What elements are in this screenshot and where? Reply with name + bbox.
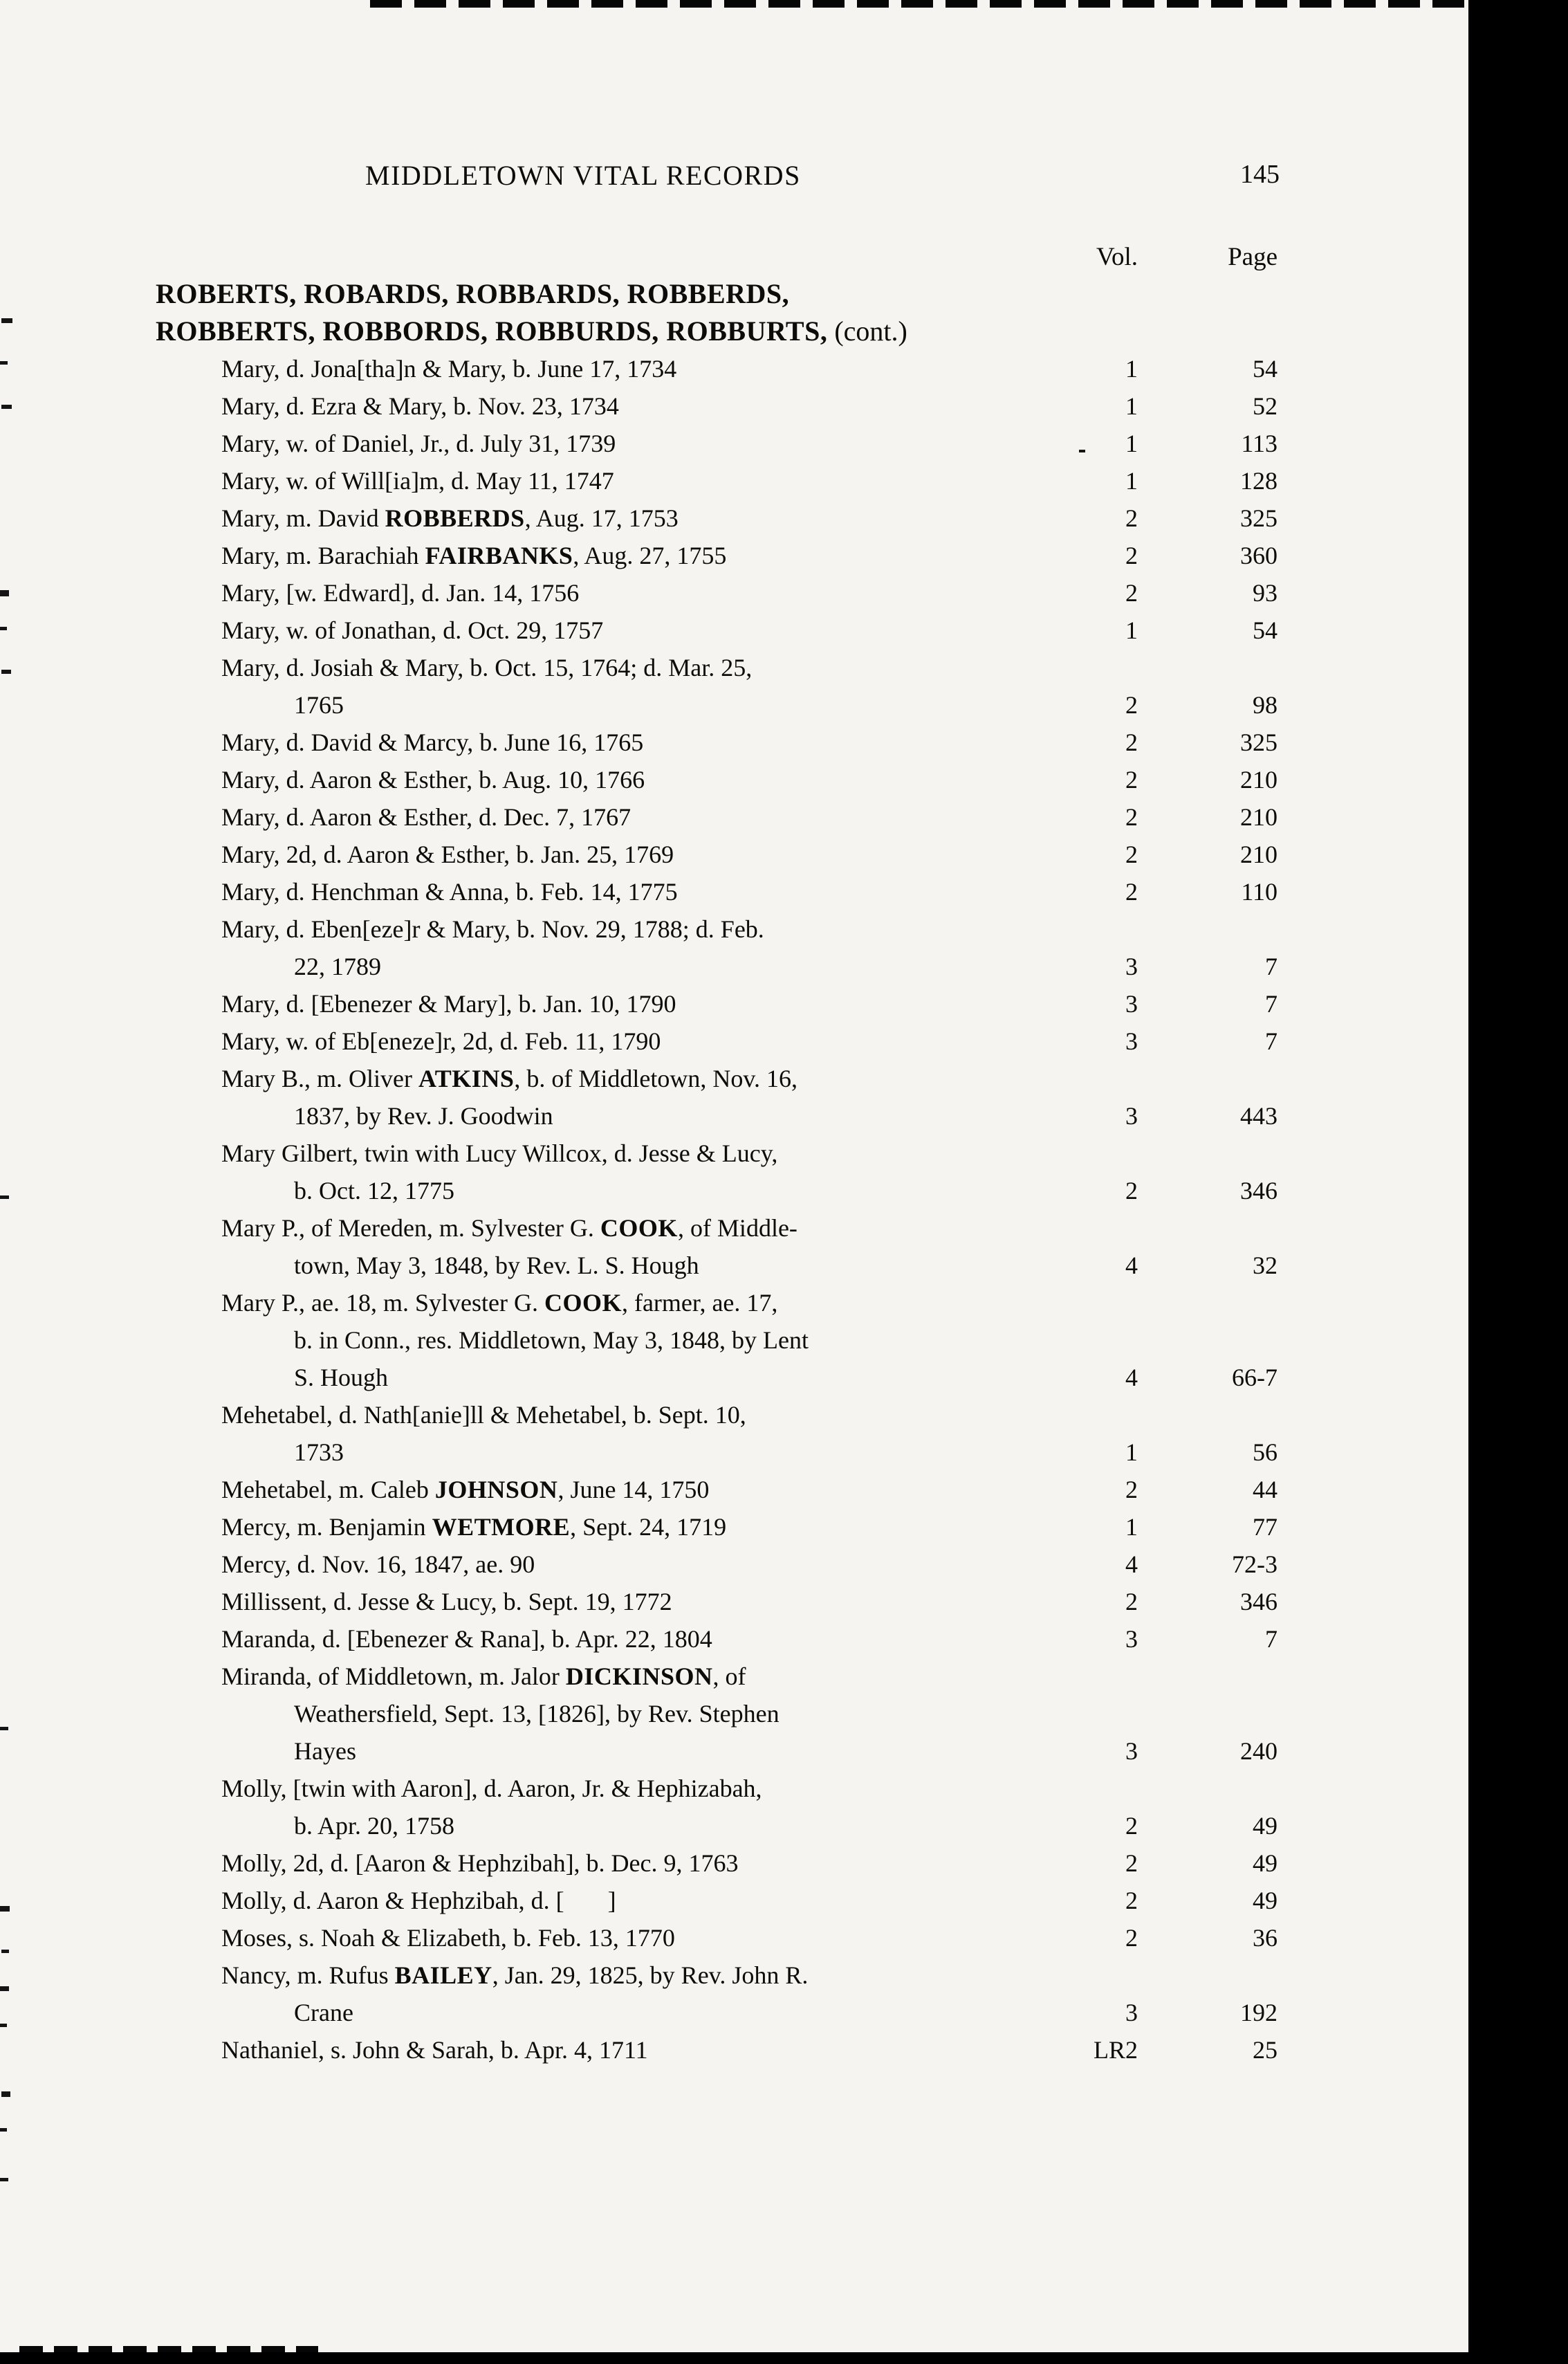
page-value: 36	[1253, 1924, 1278, 1952]
entry-text-segment: b. Oct. 12, 1775	[294, 1177, 454, 1204]
entry-text-segment: Maranda, d. [Ebenezer & Rana], b. Apr. 22, 1804	[221, 1625, 712, 1653]
entry-text-segment: Mary, d. Ezra & Mary, b. Nov. 23, 1734	[221, 392, 619, 420]
scan-artifact	[0, 1986, 9, 1991]
entry-text-segment: Mary, m. David	[221, 504, 385, 532]
entry-first-line	[221, 1620, 1034, 1658]
record-entry	[221, 574, 1278, 612]
entry-text-segment: Mehetabel, d. Nath[anie]ll & Mehetabel, b. Sept. 10,	[221, 1401, 746, 1429]
surname-bold: ATKINS	[418, 1065, 515, 1092]
entry-text-segment: Mary, d. David & Marcy, b. June 16, 1765	[221, 729, 644, 756]
entry-first-line	[221, 836, 1034, 873]
vol-value: 2	[1125, 1887, 1138, 1914]
entry-text-segment: Mehetabel, m. Caleb	[221, 1476, 435, 1503]
entry-text-segment: Mary, d. Josiah & Mary, b. Oct. 15, 1764; d. Mar. 25,	[221, 654, 753, 681]
entry-continuation-line	[221, 1994, 1034, 2031]
vol-value: 1	[1125, 392, 1138, 420]
entry-text-segment: , Aug. 17, 1753	[524, 504, 679, 532]
page-value: 240	[1240, 1737, 1278, 1765]
entry-text	[221, 500, 1034, 537]
vol-value: 3	[1125, 990, 1138, 1018]
entry-first-line	[221, 1396, 1034, 1433]
entry-text-segment: Molly, 2d, d. [Aaron & Hephzibah], b. Dec. 9, 1763	[221, 1849, 739, 1877]
entry-text-segment: Mercy, d. Nov. 16, 1847, ae. 90	[221, 1550, 535, 1578]
page-value: 72-3	[1232, 1550, 1278, 1578]
entry-continuation-line	[221, 1807, 1034, 1844]
entry-first-line	[221, 724, 1034, 761]
entry-text-segment: Mary, d. Aaron & Esther, b. Aug. 10, 1766	[221, 766, 645, 794]
record-entry	[221, 1396, 1278, 1471]
scan-artifact	[1, 405, 12, 409]
page-value: 49	[1253, 1887, 1278, 1914]
entry-text-segment: , of	[712, 1662, 746, 1690]
record-entry	[221, 1844, 1278, 1882]
record-entry	[221, 1023, 1278, 1060]
scan-artifact	[1, 670, 11, 674]
scan-artifact	[1, 318, 12, 323]
scan-bottom-edge-dashes	[19, 2346, 318, 2352]
vol-value: 2	[1125, 542, 1138, 569]
entry-text	[221, 1658, 1034, 1770]
entry-first-line	[221, 1471, 1034, 1508]
page-value: 346	[1240, 1588, 1278, 1615]
vol-value: 3	[1125, 1999, 1138, 2026]
entry-text-segment: Mary, w. of Eb[eneze]r, 2d, d. Feb. 11, 1790	[221, 1027, 661, 1055]
vol-value: 1	[1125, 430, 1138, 457]
entry-text	[221, 612, 1034, 649]
entry-first-line	[221, 1583, 1034, 1620]
entry-text-segment: Mary, w. of Jonathan, d. Oct. 29, 1757	[221, 616, 604, 644]
page-value: 49	[1253, 1849, 1278, 1877]
record-entry	[221, 1658, 1278, 1770]
page-number: 145	[1240, 160, 1280, 189]
entry-continuation-line	[221, 1695, 1034, 1732]
entry-first-line	[221, 985, 1034, 1023]
vol-value: 4	[1125, 1364, 1138, 1391]
vol-value: 2	[1125, 1177, 1138, 1204]
record-entry	[221, 1957, 1278, 2031]
entry-text-segment: Crane	[294, 1999, 353, 2026]
entry-text	[221, 1023, 1034, 1060]
vol-value: 2	[1125, 1812, 1138, 1840]
entry-text	[221, 873, 1034, 910]
entry-text-segment: town, May 3, 1848, by Rev. L. S. Hough	[294, 1252, 699, 1279]
page-value: 25	[1253, 2036, 1278, 2064]
entry-first-line	[221, 761, 1034, 798]
entry-first-line	[221, 1957, 1034, 1994]
vol-value: 2	[1125, 1924, 1138, 1952]
record-entry	[221, 1471, 1278, 1508]
vol-value: 2	[1125, 1476, 1138, 1503]
scan-top-edge-dashes	[370, 0, 1471, 8]
entry-text-segment: Molly, [twin with Aaron], d. Aaron, Jr. & Hephizabah,	[221, 1775, 762, 1802]
entry-text	[221, 1770, 1034, 1844]
page-value: 443	[1240, 1102, 1278, 1130]
entry-first-line	[221, 649, 1034, 686]
record-entry	[221, 1209, 1278, 1284]
entry-text-segment: b. Apr. 20, 1758	[294, 1812, 455, 1840]
record-entry	[221, 724, 1278, 761]
page-value: 7	[1265, 1625, 1278, 1653]
surname-section-heading	[156, 275, 1055, 350]
entry-text	[221, 1957, 1034, 2031]
record-entry	[221, 1919, 1278, 1957]
entry-text	[221, 574, 1034, 612]
page-value: 360	[1240, 542, 1278, 569]
vol-value: LR2	[1093, 2036, 1138, 2064]
record-entry	[221, 798, 1278, 836]
continued-label: (cont.)	[827, 315, 907, 347]
record-entry	[221, 1284, 1278, 1396]
entry-text-segment: Nathaniel, s. John & Sarah, b. Apr. 4, 1711	[221, 2036, 648, 2064]
record-entry	[221, 1508, 1278, 1546]
entry-text	[221, 1471, 1034, 1508]
entry-continuation-line	[221, 1732, 1034, 1770]
entry-text-segment: 1765	[294, 691, 344, 719]
entry-first-line	[221, 910, 1034, 948]
entry-text-segment: 1837, by Rev. J. Goodwin	[294, 1102, 553, 1130]
entry-text-segment: 22, 1789	[294, 953, 381, 980]
entry-text	[221, 1284, 1034, 1396]
page-value: 210	[1240, 766, 1278, 794]
entry-first-line	[221, 1060, 1034, 1097]
surname-bold: COOK	[600, 1214, 678, 1242]
entry-text-segment: Weathersfield, Sept. 13, [1826], by Rev. Stephen	[294, 1700, 780, 1728]
entry-text-segment: Hayes	[294, 1737, 356, 1765]
record-entry	[221, 910, 1278, 985]
entry-text	[221, 1844, 1034, 1882]
entry-text-segment: Mary, m. Barachiah	[221, 542, 425, 569]
page-value: 32	[1253, 1252, 1278, 1279]
entry-continuation-line	[221, 1433, 1034, 1471]
scan-artifact	[1, 1950, 9, 1953]
entry-text	[221, 1060, 1034, 1135]
entry-text	[221, 350, 1034, 387]
page-value: 93	[1253, 579, 1278, 607]
surname-bold: JOHNSON	[434, 1476, 558, 1503]
vol-value: 3	[1125, 1625, 1138, 1653]
entry-text-segment: Millissent, d. Jesse & Lucy, b. Sept. 19, 1772	[221, 1588, 672, 1615]
record-entry	[221, 1583, 1278, 1620]
entry-first-line	[221, 462, 1034, 500]
running-head-title: MIDDLETOWN VITAL RECORDS	[365, 160, 801, 191]
record-entry	[221, 350, 1278, 387]
entry-first-line	[221, 537, 1034, 574]
record-entry	[221, 1882, 1278, 1919]
vol-value: 2	[1125, 766, 1138, 794]
entry-first-line	[221, 1658, 1034, 1695]
entry-first-line	[221, 1770, 1034, 1807]
entry-text-segment: Mary, 2d, d. Aaron & Esther, b. Jan. 25, 1769	[221, 841, 674, 868]
record-entry	[221, 1620, 1278, 1658]
entry-first-line	[221, 1919, 1034, 1957]
entry-text-segment: Mary B., m. Oliver	[221, 1065, 418, 1092]
record-entry	[221, 873, 1278, 910]
page-value: 54	[1253, 355, 1278, 383]
record-entry	[221, 425, 1278, 462]
surname-bold: ROBBERDS	[385, 504, 525, 532]
surname-bold: DICKINSON	[565, 1662, 713, 1690]
scan-artifact	[0, 2178, 8, 2181]
vol-value: 1	[1125, 1513, 1138, 1541]
page-value: 110	[1241, 878, 1278, 906]
vol-value: 2	[1125, 504, 1138, 532]
vol-value: 2	[1125, 579, 1138, 607]
page-value: 52	[1253, 392, 1278, 420]
entry-text-segment: b. in Conn., res. Middletown, May 3, 1848, by Lent	[294, 1326, 809, 1354]
column-header-vol: Vol.	[1096, 243, 1138, 271]
record-entry	[221, 1060, 1278, 1135]
vol-value: 3	[1125, 1737, 1138, 1765]
column-header-page: Page	[1228, 243, 1278, 271]
record-entry	[221, 462, 1278, 500]
page-value: 7	[1265, 990, 1278, 1018]
record-entry	[221, 2031, 1278, 2069]
entry-first-line	[221, 1844, 1034, 1882]
entry-text-segment: Mercy, m. Benjamin	[221, 1513, 432, 1541]
entry-first-line	[221, 1023, 1034, 1060]
entry-first-line	[221, 574, 1034, 612]
entry-text	[221, 798, 1034, 836]
entry-text	[221, 724, 1034, 761]
record-entry	[221, 612, 1278, 649]
vol-value: 2	[1125, 841, 1138, 868]
entry-text-segment: Mary Gilbert, twin with Lucy Willcox, d. Jesse & Lucy,	[221, 1139, 778, 1167]
record-entry	[221, 985, 1278, 1023]
record-entry	[221, 1770, 1278, 1844]
entry-first-line	[221, 350, 1034, 387]
scan-artifact	[0, 361, 8, 365]
record-entry	[221, 1546, 1278, 1583]
entry-first-line	[221, 612, 1034, 649]
entry-text	[221, 910, 1034, 985]
entry-text	[221, 1508, 1034, 1546]
entry-text	[221, 836, 1034, 873]
page-value: 192	[1240, 1999, 1278, 2026]
page-value: 210	[1240, 803, 1278, 831]
page-value: 113	[1241, 430, 1278, 457]
entry-text-segment: Nancy, m. Rufus	[221, 1961, 395, 1989]
vol-value: 2	[1125, 1849, 1138, 1877]
page-value: 98	[1253, 691, 1278, 719]
record-entry	[221, 761, 1278, 798]
entry-text-segment: , Aug. 27, 1755	[573, 542, 727, 569]
entry-continuation-line	[221, 948, 1034, 985]
entries-list	[221, 350, 1278, 2069]
vol-value: 3	[1125, 1102, 1138, 1130]
entry-text-segment: , farmer, ae. 17,	[621, 1289, 778, 1317]
entry-text-segment: , Jan. 29, 1825, by Rev. John R.	[492, 1961, 809, 1989]
surname-bold: COOK	[544, 1289, 622, 1317]
record-entry	[221, 537, 1278, 574]
entry-text-segment: Moses, s. Noah & Elizabeth, b. Feb. 13, 1770	[221, 1924, 675, 1952]
scan-artifact	[0, 1195, 9, 1199]
scan-artifact	[0, 627, 7, 630]
entry-continuation-line	[221, 686, 1034, 724]
entry-text-segment: Mary, d. [Ebenezer & Mary], b. Jan. 10, 1790	[221, 990, 676, 1018]
surname-heading-line1: ROBERTS, ROBARDS, ROBBARDS, ROBBERDS,	[156, 278, 790, 309]
vol-value: 2	[1125, 691, 1138, 719]
entry-text-segment: , June 14, 1750	[557, 1476, 710, 1503]
entry-first-line	[221, 2031, 1034, 2069]
entry-text	[221, 2031, 1034, 2069]
entry-text	[221, 1583, 1034, 1620]
entry-text-segment: , of Middle-	[677, 1214, 797, 1242]
page-value: 210	[1240, 841, 1278, 868]
vol-value: 1	[1125, 616, 1138, 644]
entry-text-segment: 1733	[294, 1438, 344, 1466]
entry-text	[221, 1620, 1034, 1658]
entry-text-segment: Miranda, of Middletown, m. Jalor	[221, 1662, 566, 1690]
entry-text-segment: Mary, d. Eben[eze]r & Mary, b. Nov. 29, 1788; d. Feb.	[221, 915, 764, 943]
entry-text-segment: , Sept. 24, 1719	[570, 1513, 727, 1541]
entry-text	[221, 1919, 1034, 1957]
surname-bold: BAILEY	[394, 1961, 492, 1989]
record-entry	[221, 1135, 1278, 1209]
scan-artifact	[0, 590, 9, 596]
vol-value: 4	[1125, 1550, 1138, 1578]
entry-continuation-line	[221, 1247, 1034, 1284]
page-value: 54	[1253, 616, 1278, 644]
page-value: 128	[1240, 467, 1278, 495]
entry-text-segment: Mary, w. of Daniel, Jr., d. July 31, 1739	[221, 430, 616, 457]
scan-artifact	[0, 1906, 10, 1912]
entry-text	[221, 1135, 1034, 1209]
entry-text	[221, 1396, 1034, 1471]
scan-artifact	[1, 2091, 10, 2097]
record-entry	[221, 387, 1278, 425]
entry-text-segment: Mary, d. Aaron & Esther, d. Dec. 7, 1767	[221, 803, 631, 831]
vol-value: 1	[1125, 467, 1138, 495]
entry-text	[221, 425, 1034, 462]
entry-first-line	[221, 1508, 1034, 1546]
page-value: 325	[1240, 729, 1278, 756]
page-value: 7	[1265, 1027, 1278, 1055]
vol-value: 1	[1125, 355, 1138, 383]
entry-text	[221, 1209, 1034, 1284]
vol-value: 2	[1125, 1588, 1138, 1615]
page-value: 56	[1253, 1438, 1278, 1466]
entry-continuation-line	[221, 1359, 1034, 1396]
entry-text	[221, 761, 1034, 798]
page-value: 49	[1253, 1812, 1278, 1840]
record-entry	[221, 836, 1278, 873]
surname-heading-line2: ROBBERTS, ROBBORDS, ROBBURDS, ROBBURTS, (cont.)	[156, 315, 907, 347]
entry-first-line	[221, 1284, 1034, 1321]
vol-value: 3	[1125, 953, 1138, 980]
record-entry	[221, 649, 1278, 724]
vol-value: 1	[1125, 1438, 1138, 1466]
scan-artifact	[0, 1727, 8, 1730]
entry-first-line	[221, 1546, 1034, 1583]
entry-text-segment: Mary, d. Jona[tha]n & Mary, b. June 17, 1734	[221, 355, 677, 383]
scan-artifact	[0, 2024, 7, 2027]
entry-text-segment: Mary P., of Mereden, m. Sylvester G.	[221, 1214, 600, 1242]
entry-text-segment: Molly, d. Aaron & Hephzibah, d. [ ]	[221, 1887, 616, 1914]
scan-artifact	[0, 2128, 7, 2132]
page-value: 66-7	[1232, 1364, 1278, 1391]
entry-text	[221, 537, 1034, 574]
entry-first-line	[221, 425, 1034, 462]
entry-continuation-line	[221, 1172, 1034, 1209]
vol-value: 2	[1125, 803, 1138, 831]
entry-first-line	[221, 1209, 1034, 1247]
surname-bold: WETMORE	[432, 1513, 571, 1541]
page-value: 7	[1265, 953, 1278, 980]
entry-text	[221, 1882, 1034, 1919]
entry-continuation-line	[221, 1097, 1034, 1135]
surname-bold: FAIRBANKS	[425, 542, 573, 569]
entry-text-segment: S. Hough	[294, 1364, 389, 1391]
entry-first-line	[221, 873, 1034, 910]
vol-value: 4	[1125, 1252, 1138, 1279]
entry-text	[221, 387, 1034, 425]
page-value: 325	[1240, 504, 1278, 532]
entry-text-segment: Mary P., ae. 18, m. Sylvester G.	[221, 1289, 544, 1317]
entry-first-line	[221, 1135, 1034, 1172]
entry-text	[221, 985, 1034, 1023]
scan-bottom-black-band	[0, 2352, 1568, 2364]
entry-text-segment: Mary, [w. Edward], d. Jan. 14, 1756	[221, 579, 580, 607]
record-entry	[221, 500, 1278, 537]
entry-text-segment: Mary, d. Henchman & Anna, b. Feb. 14, 1775	[221, 878, 678, 906]
vol-value: 2	[1125, 878, 1138, 906]
vol-value: 2	[1125, 729, 1138, 756]
page-value: 44	[1253, 1476, 1278, 1503]
entry-text-segment: , b. of Middletown, Nov. 16,	[514, 1065, 797, 1092]
entry-first-line	[221, 500, 1034, 537]
entry-first-line	[221, 387, 1034, 425]
scan-right-black-band	[1468, 0, 1568, 2364]
entry-text	[221, 462, 1034, 500]
entry-text	[221, 1546, 1034, 1583]
entry-continuation-line	[221, 1321, 1034, 1359]
page-value: 346	[1240, 1177, 1278, 1204]
page-value: 77	[1253, 1513, 1278, 1541]
vol-value: 3	[1125, 1027, 1138, 1055]
entry-text-segment: Mary, w. of Will[ia]m, d. May 11, 1747	[221, 467, 614, 495]
entry-text	[221, 649, 1034, 724]
entry-first-line	[221, 798, 1034, 836]
entry-first-line	[221, 1882, 1034, 1919]
